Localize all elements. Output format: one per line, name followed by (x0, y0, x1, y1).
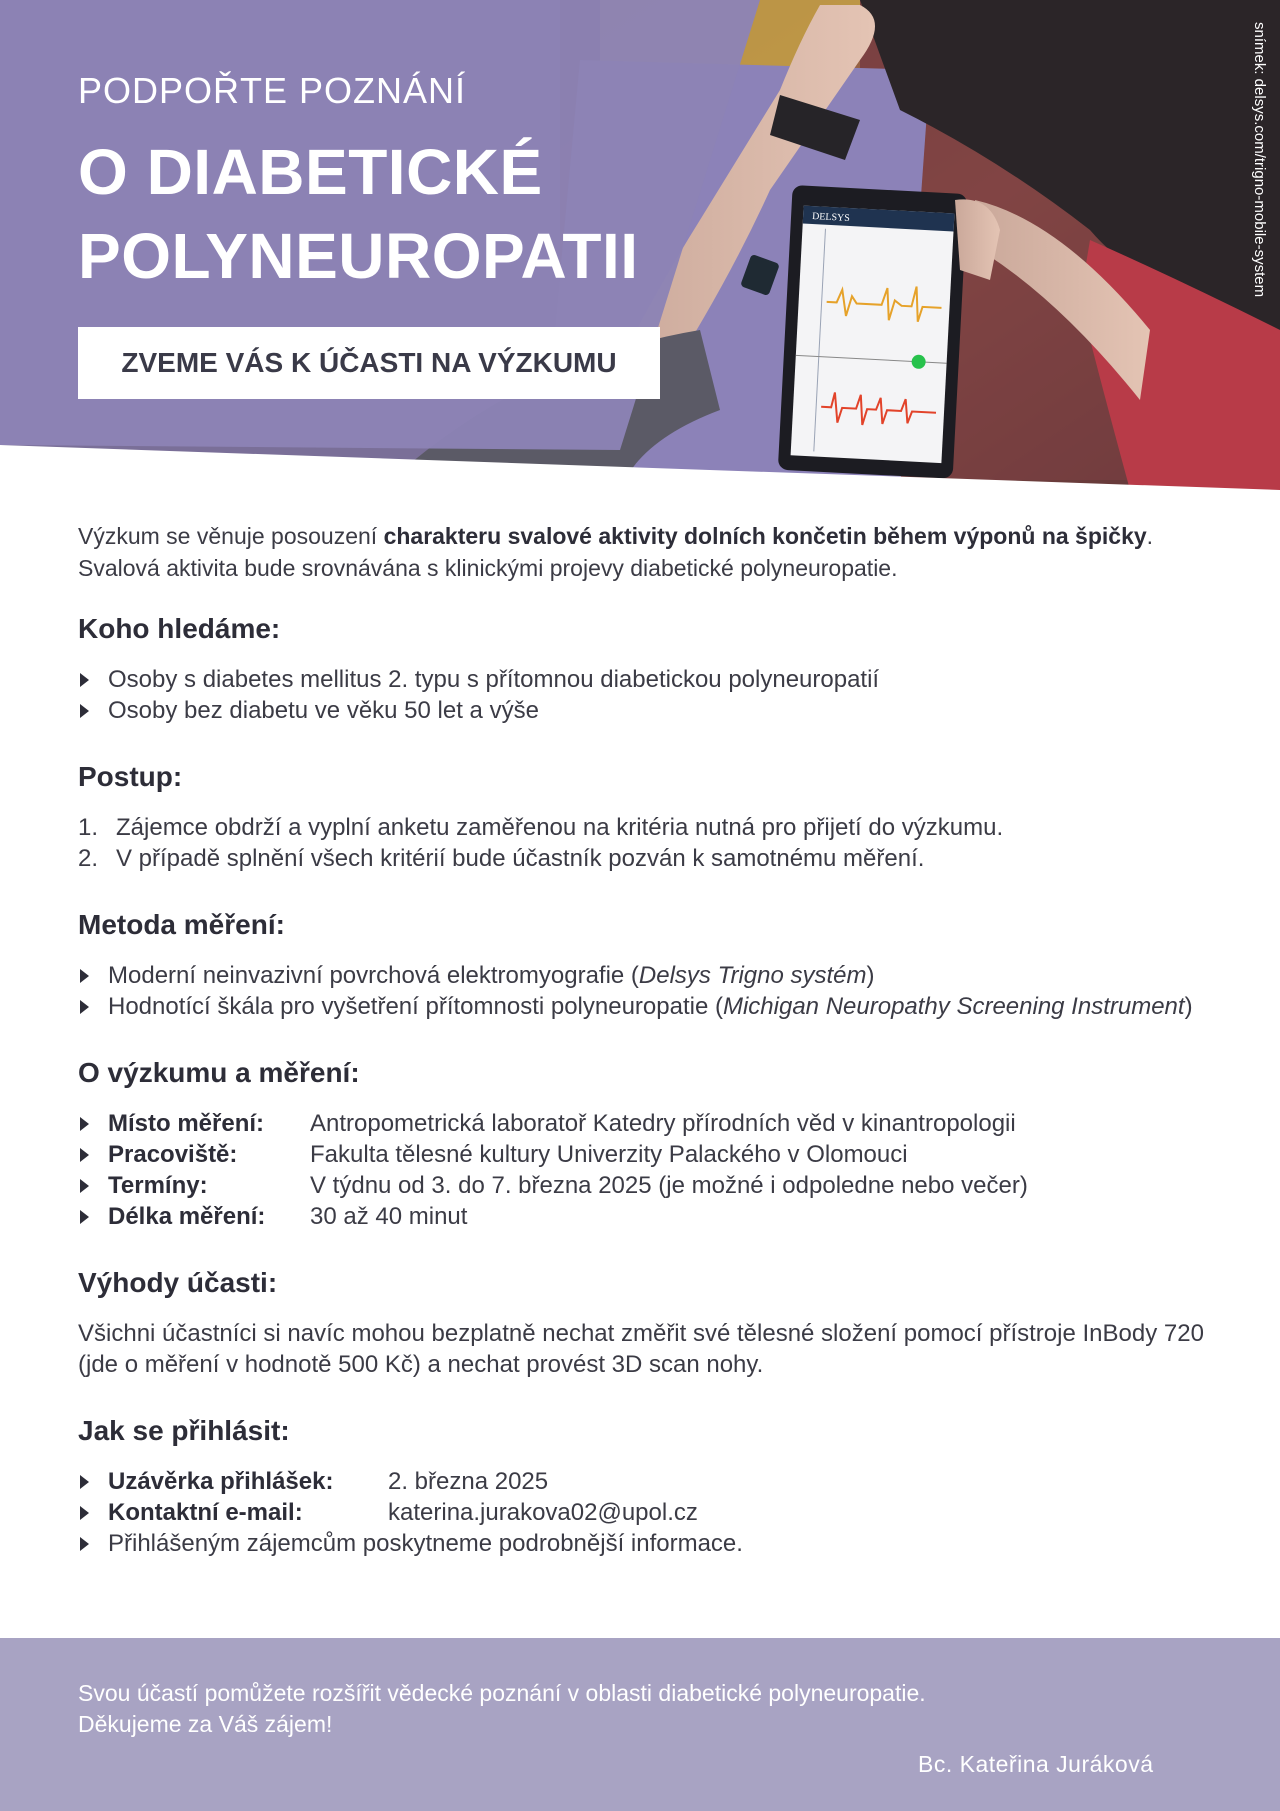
footer-line-1: Svou účastí pomůžete rozšířit vědecké poznání v oblasti diabetické polyneuropatie. (78, 1680, 926, 1706)
pre-title: PODPOŘTE POZNÁNÍ (78, 70, 467, 111)
list-item (78, 960, 1218, 991)
who-list (78, 664, 1218, 726)
title-line-2: POLYNEUROPATII (78, 220, 639, 292)
method-text: Hodnotící škála pro vyšetření přítomnosti polyneuropatie ( (108, 993, 723, 1020)
list-item: Osoby bez diabetu ve věku 50 let a výše (78, 695, 1218, 726)
about-heading: O výzkumu a měření: (78, 1057, 360, 1088)
method-italic: Delsys Trigno systém (638, 962, 867, 989)
method-text-end: ) (866, 962, 875, 989)
deadline-label: Uzávěrka přihlášek: (108, 1468, 334, 1495)
list-item (78, 1139, 1218, 1170)
method-list (78, 960, 1218, 1022)
main-content (78, 520, 1218, 1593)
photo-credit: snímek: delsys.com/trigno-mobile-system (1251, 22, 1268, 298)
list-item: Osoby s diabetes mellitus 2. typu s přítomnou diabetickou polyneuropatií (78, 664, 1218, 695)
about-label: Místo měření: (108, 1110, 265, 1137)
header-banner (0, 0, 1280, 490)
about-value: V týdnu od 3. do 7. března 2025 (je možné i odpoledne nebo večer) (310, 1172, 1028, 1199)
tablet (778, 185, 968, 479)
signup-heading: Jak se přihlásit: (78, 1415, 290, 1446)
about-label: Pracoviště: (108, 1141, 238, 1168)
email-label: Kontaktní e-mail: (108, 1499, 303, 1526)
list-item (78, 1497, 1218, 1528)
method-text-end: ) (1184, 993, 1193, 1020)
benefits-heading: Výhody účasti: (78, 1267, 278, 1298)
step-item (78, 843, 1218, 874)
step-number: 2. (78, 845, 99, 872)
page-title (78, 130, 639, 298)
about-value: 30 až 40 minut (310, 1203, 468, 1230)
footer-line-2: Děkujeme za Váš zájem! (78, 1711, 333, 1737)
method-heading: Metoda měření: (78, 909, 285, 940)
intro-text-end: . Svalová aktivita bude srovnávána s klinickými projevy diabetické polyneuropatie. (78, 523, 1154, 581)
step-text: Zájemce obdrží a vyplní anketu zaměřenou na kritéria nutná pro přijetí do výzkumu. (116, 814, 1004, 841)
list-item (78, 1201, 1218, 1232)
list-item (78, 1170, 1218, 1201)
deadline-value: 2. března 2025 (388, 1468, 549, 1495)
list-item (78, 1108, 1218, 1139)
contact-email[interactable]: katerina.jurakova02@upol.cz (388, 1499, 698, 1526)
list-item (78, 1466, 1218, 1497)
tablet-brand: DELSYS (811, 211, 851, 224)
title-line-1: O DIABETICKÉ (78, 136, 543, 208)
benefits-text: Všichni účastníci si navíc mohou bezplatně nechat změřit své tělesné složení pomocí přístroje InBody 720 (jde o měření v hodnotě 500 Kč) a nechat provést 3D scan nohy. (78, 1320, 1204, 1378)
step-number: 1. (78, 814, 99, 841)
about-label: Termíny: (108, 1172, 208, 1199)
list-item (78, 991, 1218, 1022)
signup-list (78, 1466, 1218, 1559)
intro-text: Výzkum se věnuje posouzení (78, 523, 384, 549)
signature: Bc. Kateřina Juráková (918, 1751, 1154, 1777)
method-italic: Michigan Neuropathy Screening Instrument (722, 993, 1185, 1020)
invite-banner: ZVEME VÁS K ÚČASTI NA VÝZKUMU (78, 327, 660, 399)
footer (0, 1638, 1280, 1811)
about-list (78, 1108, 1218, 1232)
footer-message (78, 1678, 926, 1740)
intro-bold: charakteru svalové aktivity dolních končetin během výponů na špičky (383, 523, 1147, 549)
intro-paragraph (78, 520, 1218, 584)
list-item: Přihlášeným zájemcům poskytneme podrobnější informace. (78, 1528, 1218, 1559)
procedure-heading: Postup: (78, 761, 183, 792)
who-heading: Koho hledáme: (78, 613, 281, 644)
about-label: Délka měření: (108, 1203, 266, 1230)
procedure-list (78, 812, 1218, 874)
step-item (78, 812, 1218, 843)
method-text: Moderní neinvazivní povrchová elektromyografie ( (108, 962, 639, 989)
about-value: Antropometrická laboratoř Katedry přírodních věd v kinantropologii (310, 1110, 1016, 1137)
step-text: V případě splnění všech kritérií bude účastník pozván k samotnému měření. (116, 845, 925, 872)
about-value: Fakulta tělesné kultury Univerzity Palackého v Olomouci (310, 1141, 908, 1168)
